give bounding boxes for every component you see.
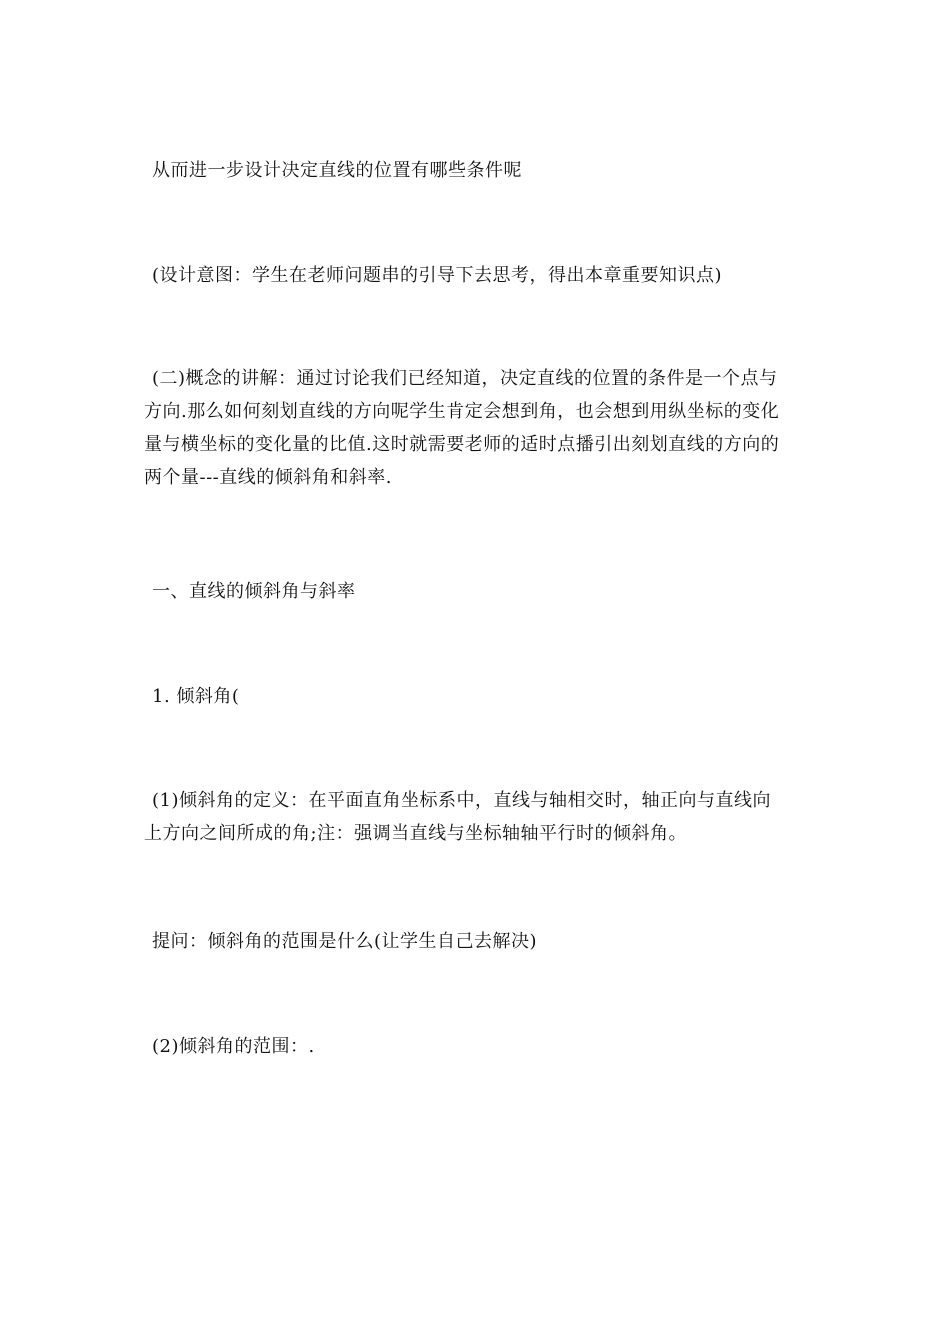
paragraph-inclination-range	[144, 1033, 812, 1061]
text-line: 一、直线的倾斜角与斜率	[152, 581, 356, 602]
text-line: 提问：倾斜角的范围是什么(让学生自己去解决)	[152, 931, 538, 952]
text-line: 1. 倾斜角(	[152, 686, 240, 707]
section-heading-inclination-slope	[144, 578, 812, 606]
text-line: (2)倾斜角的范围：.	[152, 1036, 315, 1057]
paragraph-concept-explanation	[144, 365, 812, 492]
paragraph-design-question	[144, 157, 812, 185]
subsection-heading-inclination	[144, 683, 812, 711]
paragraph-design-intent	[144, 262, 812, 290]
text-line: 两个量---直线的倾斜角和斜率.	[144, 467, 392, 488]
text-line: (设计意图：学生在老师问题串的引导下去思考，得出本章重要知识点)	[152, 265, 723, 286]
text-line: 量与横坐标的变化量的比值.这时就需要老师的适时点播引出刻划直线的方向的	[144, 434, 780, 455]
text-line: 从而进一步设计决定直线的位置有哪些条件呢	[152, 160, 522, 181]
paragraph-question-range	[144, 928, 812, 956]
paragraph-inclination-definition	[144, 787, 812, 848]
text-line: 上方向之间所成的角;注：强调当直线与坐标轴轴平行时的倾斜角。	[144, 823, 688, 844]
text-line: (二)概念的讲解：通过讨论我们已经知道，决定直线的位置的条件是一个点与	[152, 368, 778, 389]
text-line: (1)倾斜角的定义：在平面直角坐标系中，直线与轴相交时，轴正向与直线向	[152, 790, 771, 811]
text-line: 方向.那么如何刻划直线的方向呢学生肯定会想到角，也会想到用纵坐标的变化	[144, 401, 780, 422]
